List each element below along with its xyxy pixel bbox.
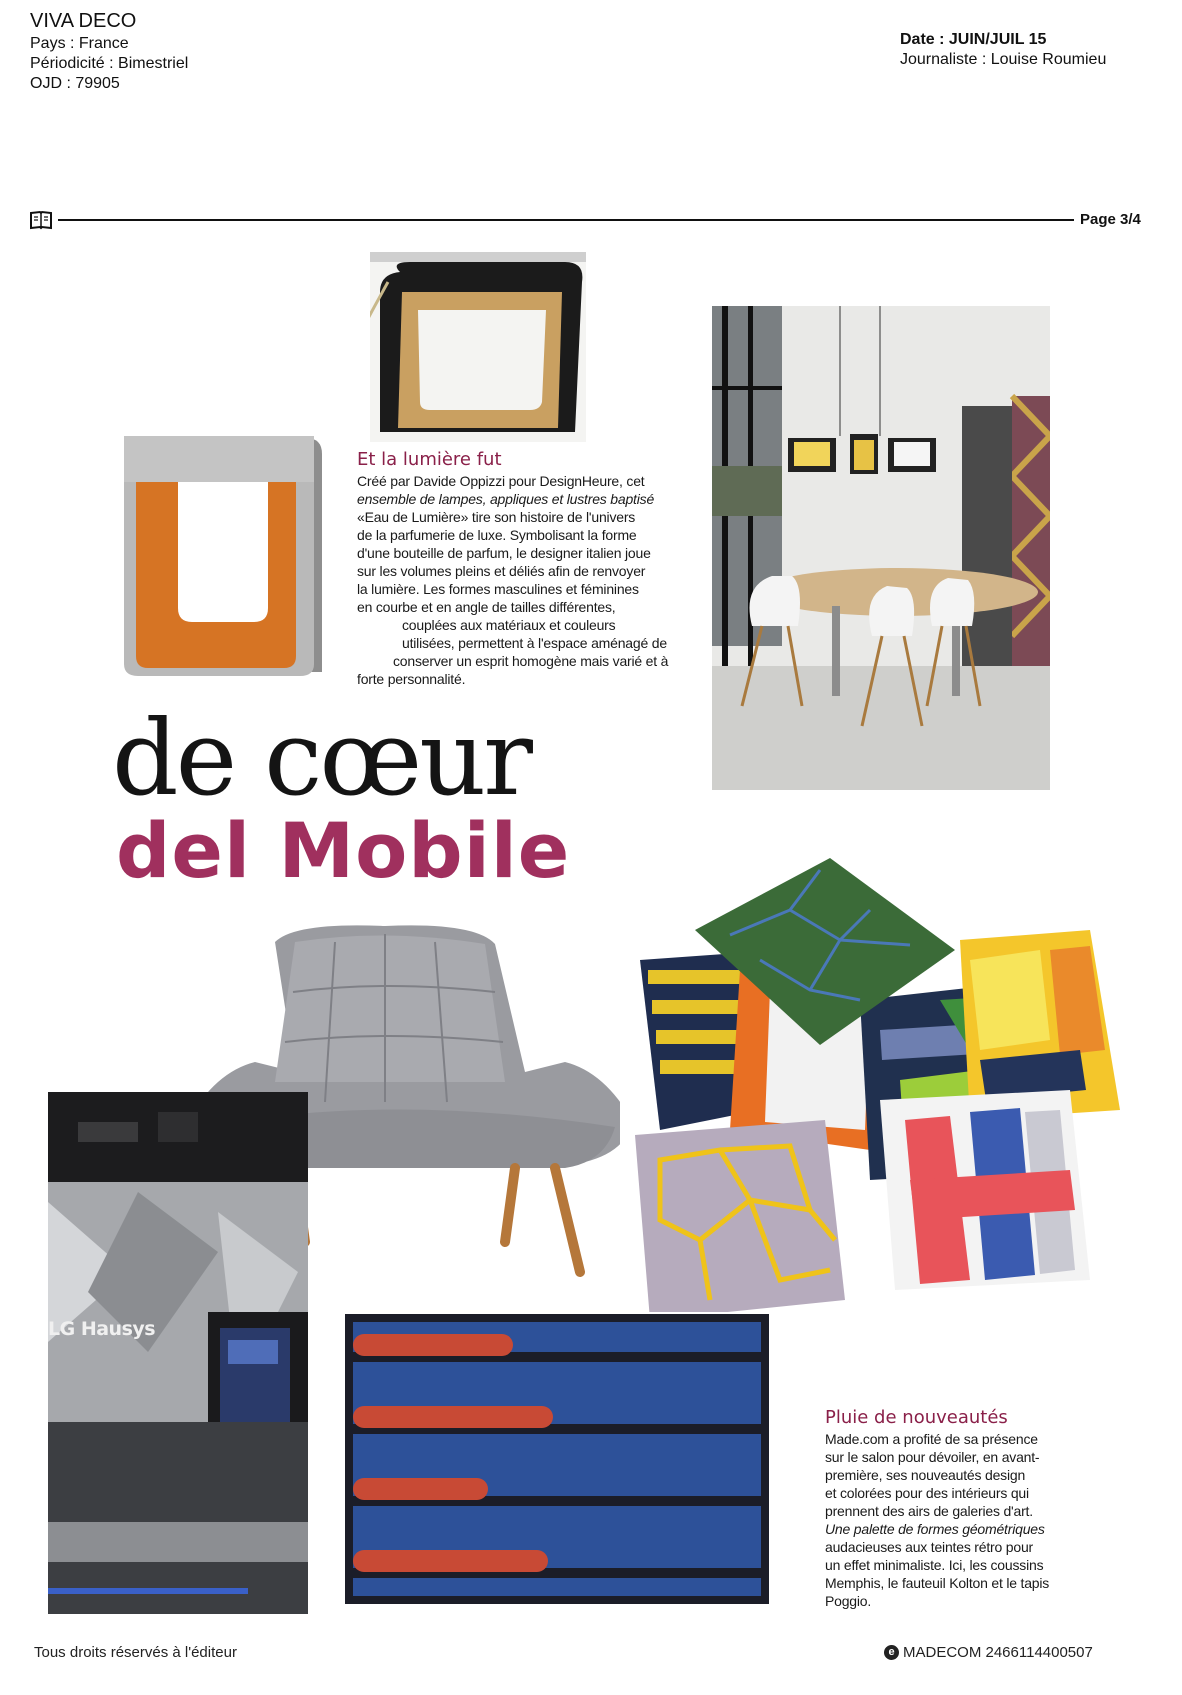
text-line: utilisées, permettent à l'espace aménagé de xyxy=(402,635,667,651)
text-line: un effet minimaliste. Ici, les coussins xyxy=(825,1557,1044,1573)
text-line: conserver un esprit homogène mais varié et à xyxy=(393,653,669,669)
frequency: Périodicité : Bimestriel xyxy=(30,55,189,72)
text-line: «Eau de Lumière» tire son histoire de l'univers xyxy=(357,509,636,525)
booth-sign: LG Hausys xyxy=(48,1318,156,1340)
book-icon xyxy=(30,210,52,230)
text-line: Memphis, le fauteuil Kolton et le tapis xyxy=(825,1575,1050,1591)
text-line: forte personnalité. xyxy=(357,671,466,687)
text-line: la lumière. Les formes masculines et féminines xyxy=(357,581,639,597)
text-line: Poggio. xyxy=(825,1593,872,1609)
headline-line-1: de cœur xyxy=(112,697,530,819)
booth-photo xyxy=(48,1092,308,1614)
article-body-lumiere xyxy=(357,472,697,688)
press-header-right xyxy=(900,30,1106,70)
issue-date: Date : JUIN/JUIL 15 xyxy=(900,31,1047,48)
text-line: et colorées pour des intérieurs qui xyxy=(825,1485,1029,1501)
journalist: Journaliste : Louise Roumieu xyxy=(900,51,1107,68)
dining-room-photo xyxy=(712,306,1050,790)
footer-rights: Tous droits réservés à l'éditeur xyxy=(34,1644,237,1661)
page-number: Page 3/4 xyxy=(1080,211,1141,228)
reference-code: MADECOM 2466114400507 xyxy=(903,1644,1093,1661)
text-line: prennent des airs de galeries d'art. xyxy=(825,1503,1033,1519)
text-line: sur le salon pour dévoiler, en avant- xyxy=(825,1449,1040,1465)
headline-line-2: del Mobile xyxy=(116,806,571,895)
lamp-photo-grey-orange xyxy=(118,432,324,682)
text-line: Une palette de formes géométriques xyxy=(825,1521,1045,1537)
source-icon: e xyxy=(884,1645,899,1660)
ojd: OJD : 79905 xyxy=(30,75,120,92)
text-line: sur les volumes pleins et déliés afin de renvoyer xyxy=(357,563,646,579)
press-header-left xyxy=(30,8,188,94)
rug-photo xyxy=(343,1312,775,1608)
header-rule xyxy=(58,219,1074,221)
text-line: audacieuses aux teintes rétro pour xyxy=(825,1539,1033,1555)
article-body-nouveautes xyxy=(825,1430,1085,1610)
publication-name: VIVA DECO xyxy=(30,10,137,32)
text-line: Made.com a profité de sa présence xyxy=(825,1431,1038,1447)
cushions-photo xyxy=(620,850,1130,1350)
text-line: d'une bouteille de parfum, le designer italien joue xyxy=(357,545,651,561)
country: Pays : France xyxy=(30,35,129,52)
article-title-lumiere: Et la lumière fut xyxy=(357,449,502,470)
footer-reference xyxy=(884,1644,1093,1661)
text-line: de la parfumerie de luxe. Symbolisant la forme xyxy=(357,527,637,543)
lamp-photo-black-wood xyxy=(370,252,586,442)
text-line: ensemble de lampes, appliques et lustres baptisé xyxy=(357,491,655,507)
article-title-nouveautes: Pluie de nouveautés xyxy=(825,1407,1008,1428)
text-line: première, ses nouveautés design xyxy=(825,1467,1026,1483)
text-line: Créé par Davide Oppizzi pour DesignHeure, cet xyxy=(357,473,645,489)
text-line: en courbe et en angle de tailles différentes, xyxy=(357,599,616,615)
text-line: couplées aux matériaux et couleurs xyxy=(402,617,616,633)
